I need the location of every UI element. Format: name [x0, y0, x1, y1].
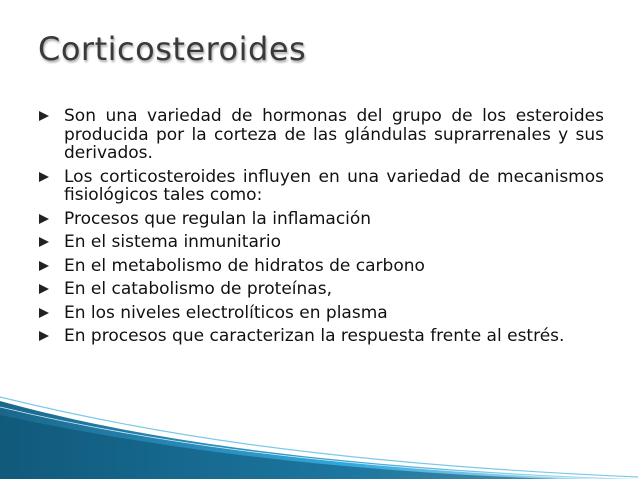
bullet-list — [38, 107, 604, 351]
bullet-text: En los niveles electrolíticos en plasma — [64, 302, 388, 323]
right-triangle-bullet-icon — [38, 283, 50, 295]
right-triangle-bullet-icon — [38, 260, 50, 272]
bullet-item — [38, 304, 604, 323]
right-triangle-bullet-icon — [38, 236, 50, 248]
bullet-text: Los corticosteroides influyen en una variedad de mecanismos fisiológicos tales como: — [64, 166, 604, 205]
bullet-item — [38, 280, 604, 299]
bullet-text: Procesos que regulan la inflamación — [64, 208, 372, 229]
bullet-item — [38, 327, 604, 346]
right-triangle-bullet-icon — [38, 213, 50, 225]
right-triangle-bullet-icon — [38, 110, 50, 122]
bullet-item — [38, 233, 604, 252]
bullet-text: En procesos que caracterizan la respuesta frente al estrés. — [64, 326, 565, 346]
bullet-text: En el metabolismo de hidratos de carbono — [64, 255, 425, 276]
bullet-text: En el sistema inmunitario — [64, 232, 281, 252]
right-triangle-bullet-icon — [38, 307, 50, 319]
right-triangle-bullet-icon — [38, 330, 50, 342]
bottom-left-wave-decoration — [0, 379, 638, 479]
slide-title: Corticosteroides — [38, 30, 307, 68]
bullet-item — [38, 257, 604, 276]
bullet-text: Son una variedad de hormonas del grupo de los esteroides producida por la corteza de las glándulas suprarrenales y sus derivados. — [64, 106, 604, 163]
right-triangle-bullet-icon — [38, 171, 50, 183]
bullet-item — [38, 107, 604, 163]
bullet-item — [38, 210, 604, 229]
bullet-text: En el catabolismo de proteínas, — [64, 279, 332, 299]
bullet-item — [38, 168, 604, 205]
